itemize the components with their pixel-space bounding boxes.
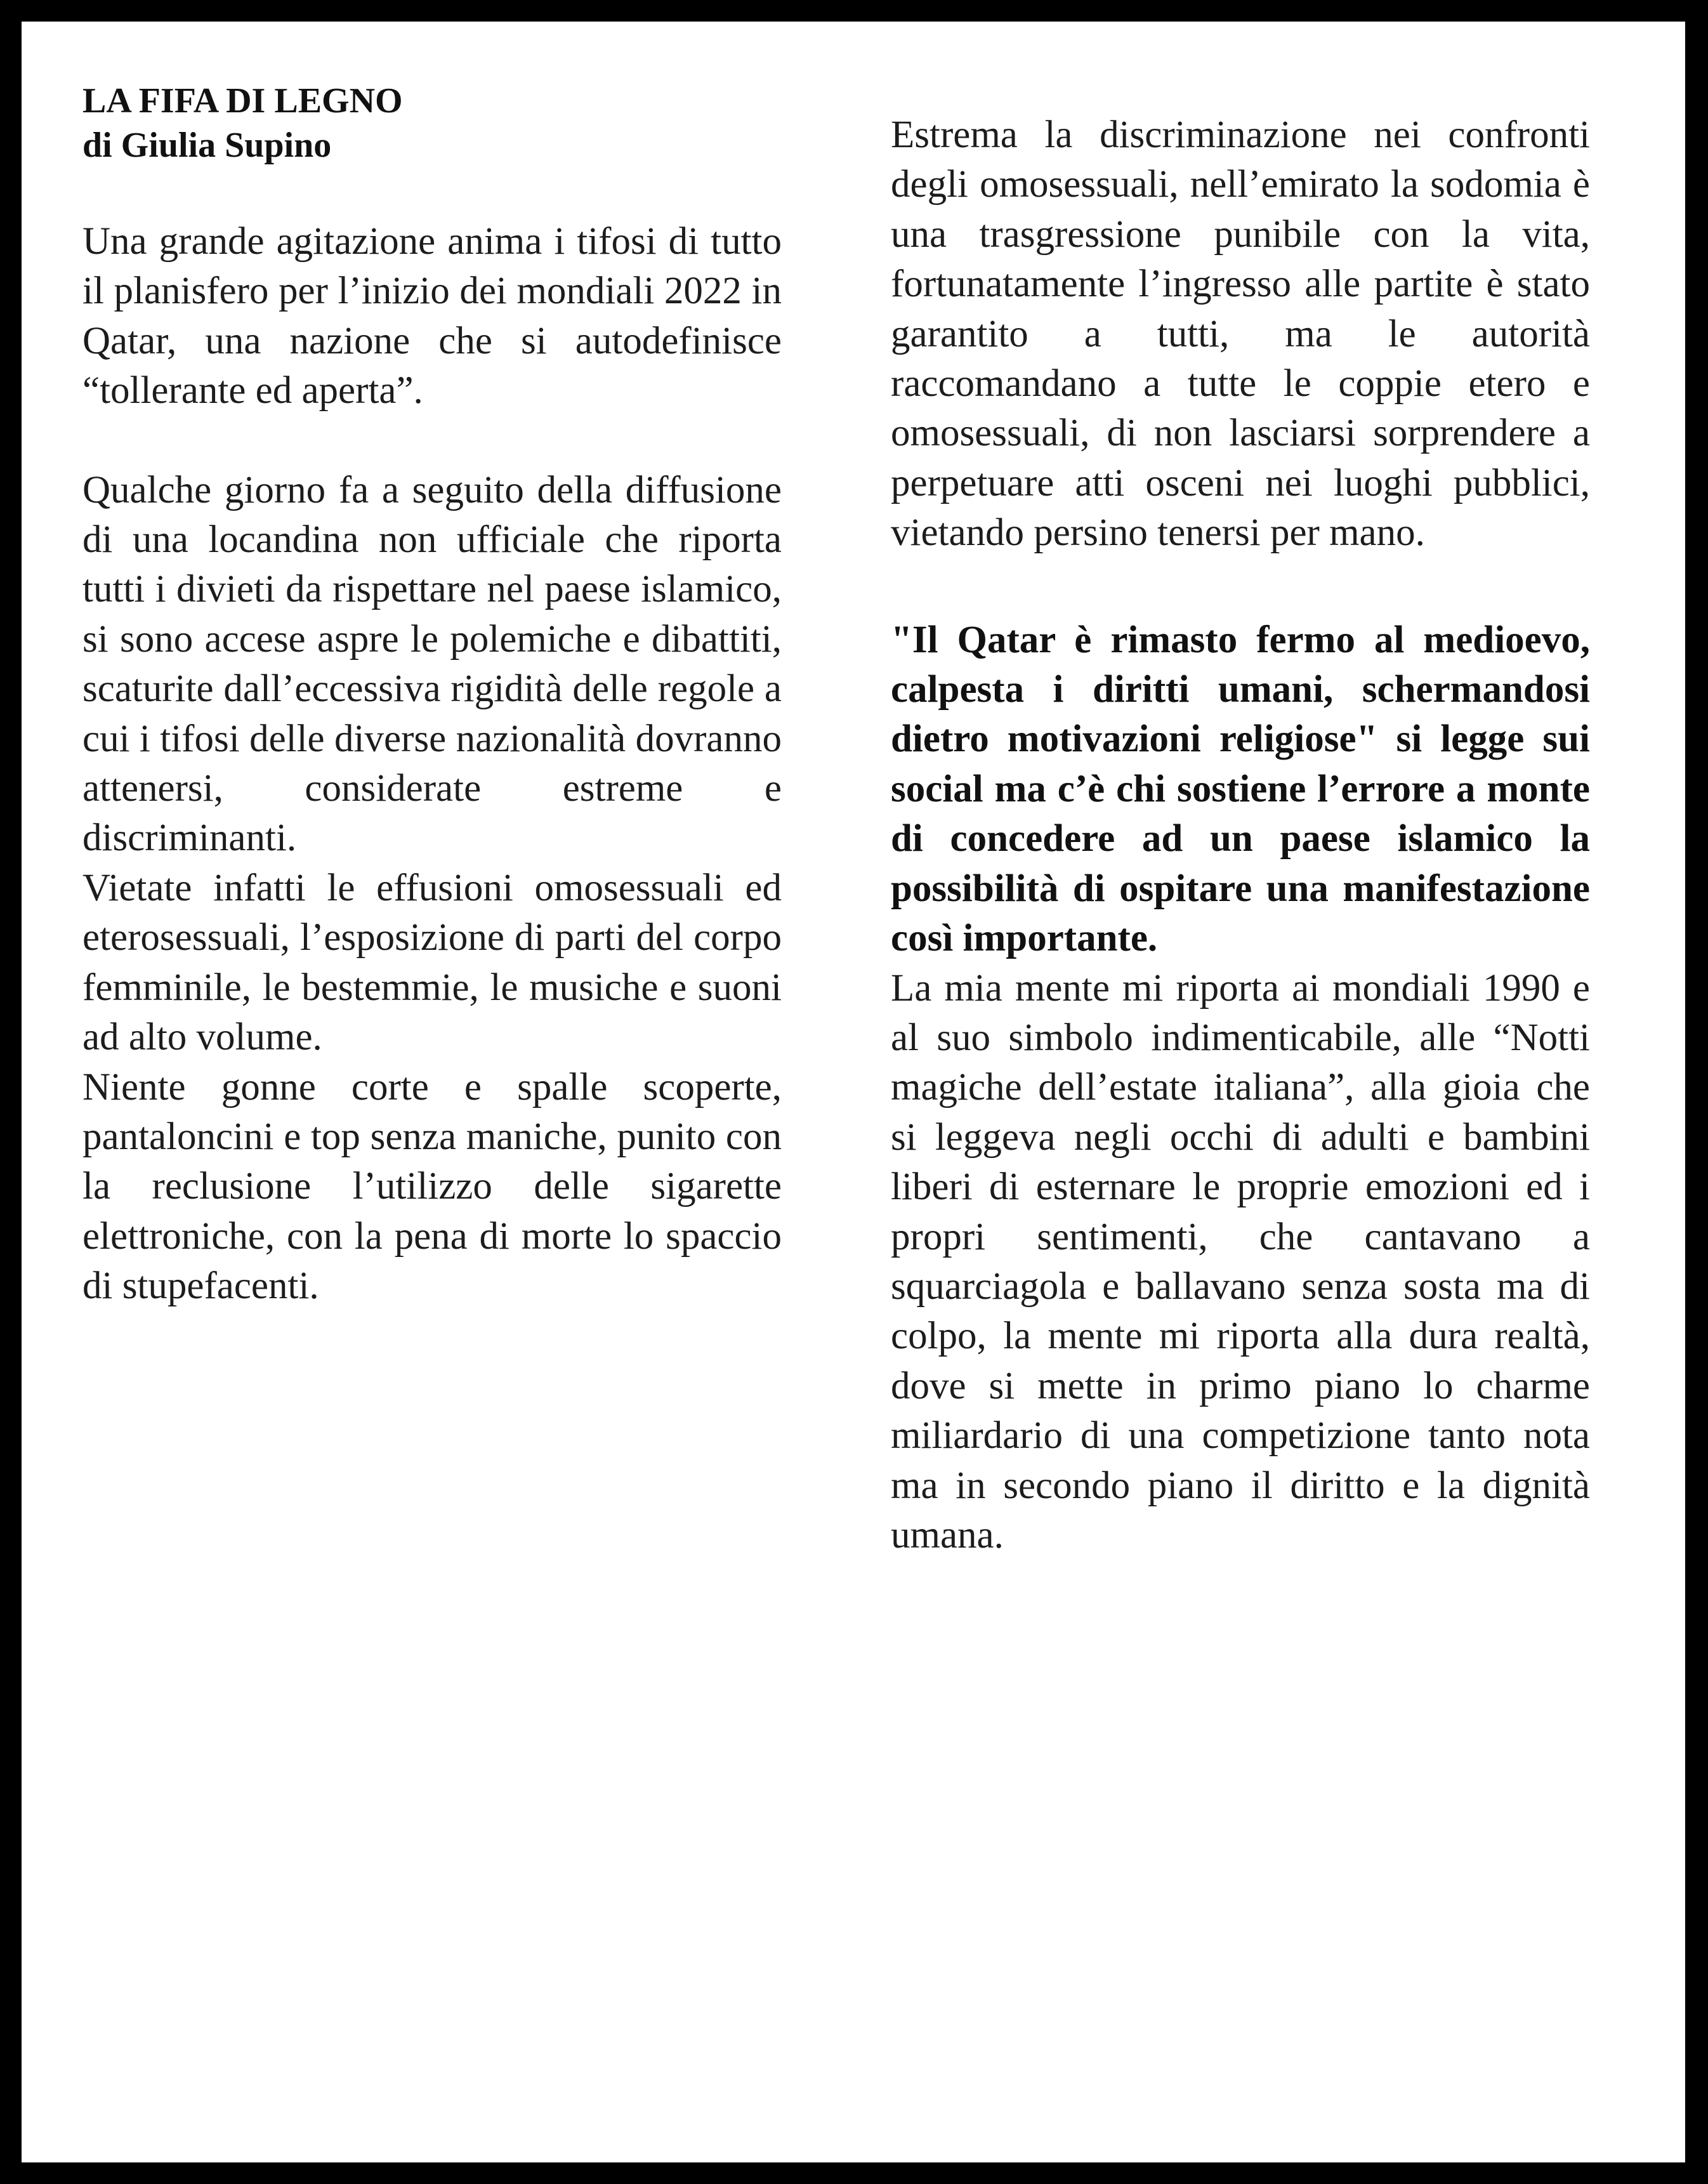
paragraph-controversy: Qualche giorno fa a seguito della diffusione di una locandina non ufficiale che riporta tutti i divieti da rispettare nel paese islamico, si sono accese aspre le polemiche e dibattiti, scaturite dall’eccessiva rigidità delle regole a cui i tifosi delle diverse nazionalità dovranno attenersi, considerate estreme e discriminanti.: [82, 468, 782, 860]
right-column: [891, 110, 1590, 1560]
paragraph-penalties: Niente gonne corte e spalle scoperte, pantaloncini e top senza maniche, punito con la reclusione l’utilizzo delle sigarette elettroniche, con la pena di morte lo spaccio di stupefacenti.: [82, 1065, 782, 1308]
document-page: [22, 22, 1685, 2162]
article-title: LA FIFA DI LEGNO: [82, 81, 403, 121]
spacer: [891, 558, 1590, 615]
article-byline: di Giulia Supino: [82, 126, 332, 165]
paragraph-memories: La mia mente mi riporta ai mondiali 1990 e al suo simbolo indimenticabile, alle “Notti magiche dell’estate italiana”, alla gioia che si leggeva negli occhi di adulti e bambini liberi di esternare le proprie emozioni ed i propri sentimenti, che cantavano a squarciagola e ballavano senza sosta ma di colpo, la mente mi riporta alla dura realtà, dove si mette in primo piano lo charme miliardario di una competizione tanto nota ma in secondo piano il diritto e la dignità umana.: [891, 966, 1590, 1556]
left-column: [82, 79, 782, 1312]
paragraph-prohibitions: Vietate infatti le effusioni omosessuali ed eterosessuali, l’esposizione di parti del corpo femminile, le bestemmie, le musiche e suoni ad alto volume.: [82, 866, 782, 1059]
spacer: [82, 168, 782, 217]
spacer: [82, 416, 782, 466]
paragraph-intro: Una grande agitazione anima i tifosi di tutto il planisfero per l’inizio dei mondiali 2022 in Qatar, una nazione che si autodefinisce “tollerante ed aperta”.: [82, 220, 782, 412]
paragraph-discrimination: Estrema la discriminazione nei confronti degli omosessuali, nell’emirato la sodomia è una trasgressione punibile con la vita, fortunatamente l’ingresso alle partite è stato garantito a tutti, ma le autorità raccomandano a tutte le coppie etero e omosessuali, di non lasciarsi sorprendere a perpetuare atti osceni nei luoghi pubblici, vietando persino tenersi per mano.: [891, 114, 1590, 555]
paragraph-social-quote: "Il Qatar è rimasto fermo al medioevo, calpesta i diritti umani, schermandosi dietro motivazioni religiose" si legge sui social ma c’è chi sostiene l’errore a monte di concedere ad un paese islamico la possibilità di ospitare una manifestazione così importante.: [891, 618, 1590, 960]
